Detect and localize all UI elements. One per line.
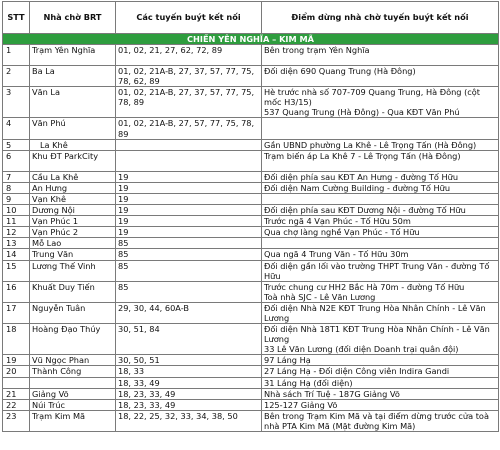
row-stops: 97 Láng Hạ [262,355,499,366]
row-routes: 29, 30, 44, 60A-B [116,302,262,323]
row-stops: Nhà sách Trí Tuệ - 187G Giảng Võ [262,388,499,399]
row-station: Văn Phú [30,118,116,139]
row-station: Trạm Kim Mã [30,410,116,431]
row-stops: 125-127 Giảng Võ [262,399,499,410]
row-stops: Trước chung cư HH2 Bắc Hà 70m - đường Tố Hữu Toà nhà SJC - Lê Văn Lương [262,281,499,302]
row-stops: Trước ngã 4 Vạn Phúc - Tố Hữu 50m [262,216,499,227]
row-stops: Đối diện phía sau KĐT Dương Nội - đường Tố Hữu [262,205,499,216]
row-stops: Qua chợ làng nghề Vạn Phúc - Tố Hữu [262,227,499,238]
row-stt: 15 [3,260,30,281]
row-routes: 85 [116,281,262,302]
section-row [3,34,499,45]
row-stops: Bên trong trạm Yên Nghĩa [262,45,499,66]
row-station: Khu ĐT ParkCity [30,150,116,171]
row-station: Mỗ Lao [30,238,116,249]
table-row [3,227,499,238]
section-title: CHIẾN YÊN NGHĨA – KIM MÃ [3,34,499,45]
row-stops [262,118,499,139]
row-routes: 85 [116,260,262,281]
row-stops: Trạm biến áp La Khê 7 - Lê Trọng Tấn (Hà Đông) [262,150,499,171]
row-stops: Đối diện Nhà 18T1 KĐT Trung Hòa Nhân Chính - Lê Văn Lương 33 Lê Văn Lương (đối diện Doanh trại quân đội) [262,324,499,355]
row-routes: 18, 23, 33, 49 [116,399,262,410]
row-station: Vũ Ngọc Phan [30,355,116,366]
row-station: An Hưng [30,182,116,193]
table-row [3,302,499,323]
row-stops: Hè trước nhà số 707-709 Quang Trung, Hà Đông (cột mốc H3/15) 537 Quang Trung (Hà Đông) - Qua KĐT Văn Phú [262,87,499,118]
row-routes: 19 [116,171,262,182]
table-row [3,355,499,366]
row-stt [3,377,30,388]
row-stt: 6 [3,150,30,171]
row-stops: Qua ngã 4 Trung Văn - Tố Hữu 30m [262,249,499,260]
row-stt: 4 [3,118,30,139]
row-station: Vạn Khê [30,193,116,204]
row-stt: 9 [3,193,30,204]
brt-connection-table [2,1,499,432]
table-row [3,205,499,216]
row-stt: 13 [3,238,30,249]
table-body [3,34,499,432]
table-row [3,139,499,150]
table-row [3,399,499,410]
table-row [3,324,499,355]
row-routes: 19 [116,193,262,204]
row-stt: 10 [3,205,30,216]
row-stops: Đối diện 690 Quang Trung (Hà Đông) [262,66,499,87]
row-station: Trung Văn [30,249,116,260]
table-row [3,150,499,171]
row-stops: 27 Láng Hạ - Đối diện Công viên Indira Gandi [262,366,499,377]
table-row [3,377,499,388]
row-station: Vạn Phúc 2 [30,227,116,238]
row-routes: 30, 50, 51 [116,355,262,366]
row-stt: 8 [3,182,30,193]
row-station: Thành Công [30,366,116,377]
table-row [3,118,499,139]
row-station: La Khê [30,139,116,150]
table-row [3,193,499,204]
row-stops: Gần UBND phường La Khê - Lê Trọng Tấn (Hà Đông) [262,139,499,150]
row-stt: 7 [3,171,30,182]
table-row [3,281,499,302]
row-routes: 01, 02, 21A-B, 27, 57, 77, 75, 78, 89 [116,118,262,139]
table-row [3,366,499,377]
row-stops: Đối diện gần lối vào trường THPT Trung Văn - đường Tố Hữu [262,260,499,281]
row-stops: Đối diện Nhà N2E KĐT Trung Hòa Nhân Chính - Lê Văn Lương [262,302,499,323]
row-stt: 5 [3,139,30,150]
row-stt: 22 [3,399,30,410]
table-row [3,260,499,281]
table-row [3,66,499,87]
row-stt: 19 [3,355,30,366]
row-stt: 20 [3,366,30,377]
table-row [3,216,499,227]
row-stt: 3 [3,87,30,118]
row-station: Dương Nội [30,205,116,216]
row-station: Trạm Yên Nghĩa [30,45,116,66]
row-stt: 14 [3,249,30,260]
row-routes: 19 [116,227,262,238]
row-station: Hoàng Đạo Thúy [30,324,116,355]
table-header [3,2,499,34]
row-routes [116,150,262,171]
row-station: Giảng Võ [30,388,116,399]
row-stops: Đối diện phía sau KĐT An Hưng - đường Tố Hữu [262,171,499,182]
row-stops [262,238,499,249]
row-stt: 16 [3,281,30,302]
row-stops [262,193,499,204]
row-station: Núi Trúc [30,399,116,410]
row-station: Ba La [30,66,116,87]
row-station: Vạn Phúc 1 [30,216,116,227]
table-row [3,388,499,399]
row-routes: 19 [116,182,262,193]
row-routes: 18, 22, 25, 32, 33, 34, 38, 50 [116,410,262,431]
row-station: Văn La [30,87,116,118]
header-routes: Các tuyến buýt kết nối [116,2,262,34]
row-stt: 1 [3,45,30,66]
row-routes: 85 [116,249,262,260]
row-routes: 01, 02, 21A-B, 27, 37, 57, 77, 75, 78, 89 [116,87,262,118]
table-row [3,249,499,260]
row-stt: 23 [3,410,30,431]
row-stops: Bên trong Trạm Kim Mã và tại điểm dừng trước cửa toà nhà PTA Kim Mã (Mặt đường Kim Mã) [262,410,499,431]
row-stt: 21 [3,388,30,399]
row-routes: 19 [116,205,262,216]
row-stops: Đối diện Nam Cường Building - đường Tố Hữu [262,182,499,193]
row-stt: 11 [3,216,30,227]
row-routes: 85 [116,238,262,249]
row-station: Lương Thế Vinh [30,260,116,281]
row-station: Khuất Duy Tiến [30,281,116,302]
table-row [3,238,499,249]
row-routes: 30, 51, 84 [116,324,262,355]
table-row [3,171,499,182]
row-stt: 18 [3,324,30,355]
row-stt: 12 [3,227,30,238]
row-routes: 01, 02, 21A-B, 27, 37, 57, 77, 75, 78, 62, 89 [116,66,262,87]
row-routes: 01, 02, 21, 27, 62, 72, 89 [116,45,262,66]
row-routes: 18, 33 [116,366,262,377]
row-stt: 17 [3,302,30,323]
table-row [3,45,499,66]
row-station: Nguyễn Tuân [30,302,116,323]
table-row [3,87,499,118]
row-stops: 31 Láng Hạ (đối diện) [262,377,499,388]
row-routes: 19 [116,216,262,227]
row-routes: 18, 23, 33, 49 [116,388,262,399]
header-stt: STT [3,2,30,34]
row-station: Cầu La Khê [30,171,116,182]
header-stops: Điểm dừng nhà chờ tuyến buýt kết nối [262,2,499,34]
row-routes [116,139,262,150]
table-row [3,410,499,431]
header-station: Nhà chờ BRT [30,2,116,34]
row-station [30,377,116,388]
row-routes: 18, 33, 49 [116,377,262,388]
row-stt: 2 [3,66,30,87]
table-row [3,182,499,193]
